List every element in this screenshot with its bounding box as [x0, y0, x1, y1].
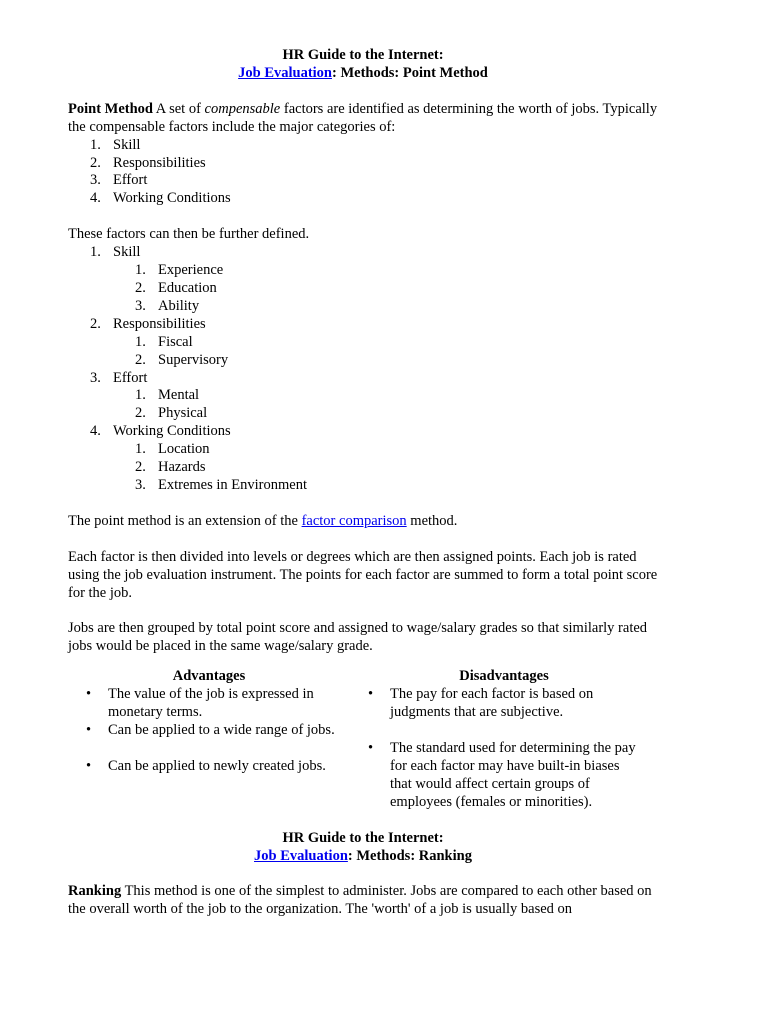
list-item: 2. Responsibilities 1. Fiscal 2. Supervisory [68, 316, 658, 370]
factor-definitions-list [68, 244, 658, 495]
sub-list-item: 2. Hazards [135, 459, 206, 476]
ranking-paragraph: Ranking This method is one of the simplest to administer. Jobs are compared to each other based on the overall worth of the job to the organization. The 'worth' of a job is usually based on [68, 883, 652, 918]
list-item: • The standard used for determining the pay for each factor may have built-in biases that would affect certain groups of employees (females or minorities). [368, 740, 636, 810]
list-item: 2. Responsibilities [90, 154, 206, 171]
sub-list [113, 387, 658, 423]
list-item: • Can be applied to newly created jobs. [86, 757, 326, 774]
list-item: • The value of the job is expressed in monetary terms. [86, 686, 314, 721]
levels-paragraph: Each factor is then divided into levels or degrees which are then assigned points. Each job is rated using the job evaluation instrument. The points for each factor are summed to form a total point score for the job. [68, 548, 658, 601]
sub-list-item: 3. Extremes in Environment [135, 476, 307, 493]
disadvantages-list [350, 686, 658, 811]
sub-list-item: 1. Location [135, 441, 210, 458]
list-item: 3. Effort [90, 172, 148, 189]
sub-list-item: 2. Physical [135, 405, 208, 422]
list-item: 1. Skill [90, 136, 141, 153]
pros-cons-table [68, 668, 658, 811]
sub-list-item: 3. Ability [135, 297, 200, 314]
sub-list-item: 2. Supervisory [135, 351, 229, 368]
list-item: • The pay for each factor is based on judgments that are subjective. [368, 686, 594, 721]
sub-list [113, 441, 658, 495]
sub-list-item: 1. Experience [135, 262, 224, 279]
bullet-icon: • [86, 722, 92, 738]
advantages-heading: Advantages [172, 668, 246, 685]
bullet-icon: • [86, 757, 92, 774]
header-title: HR Guide to the Internet: [282, 47, 444, 63]
advantages-list [68, 686, 350, 776]
list-item: 3. Effort 1. Mental 2. Physical [68, 370, 658, 424]
disadvantages-heading: Disadvantages [459, 668, 549, 685]
further-defined-intro: These factors can then be further defined. [68, 226, 310, 243]
header-title: HR Guide to the Internet: [282, 829, 444, 846]
advantages-cell [68, 686, 350, 811]
list-item: 4. Working Conditions [90, 190, 231, 207]
point-method-term: Point Method [68, 100, 153, 117]
bullet-icon: • [86, 686, 92, 703]
point-method-paragraph: Point Method A set of compensable factors are identified as determining the worth of jobs. Typically the compensable factors include the major categories of: [68, 100, 658, 135]
bullet-icon: • [368, 686, 374, 703]
sub-list-item: 1. Mental [135, 387, 200, 404]
section-header-ranking [68, 830, 658, 866]
list-item: • Can be applied to a wide range of jobs. [86, 722, 335, 738]
job-evaluation-link[interactable]: Job Evaluation [254, 847, 348, 864]
list-item: 4. Working Conditions 1. Location 2. Hazards 3. Extremes in Environment [68, 423, 658, 495]
compensable-factors-list [68, 137, 658, 209]
grouped-paragraph: Jobs are then grouped by total point score and assigned to wage/salary grades so that similarly rated jobs would be placed in the same wage/salary grade. [68, 620, 648, 655]
document-content [68, 47, 658, 919]
compensable-term: compensable [204, 100, 281, 117]
header-subtitle [68, 65, 658, 83]
factor-comparison-link[interactable]: factor comparison [301, 512, 407, 529]
sub-list-item: 1. Fiscal [135, 333, 193, 350]
header-rest: : Methods: Point Method [332, 64, 488, 81]
disadvantages-cell [350, 686, 658, 811]
section-header-point-method [68, 47, 658, 83]
job-evaluation-link[interactable]: Job Evaluation [238, 64, 332, 81]
ranking-term: Ranking [68, 883, 122, 900]
header-rest: : Methods: Ranking [347, 847, 472, 864]
sub-list [113, 334, 658, 370]
sub-list [113, 262, 658, 316]
list-item: 1. Skill 1. Experience 2. Education 3. Ability [68, 244, 658, 316]
header-subtitle [68, 848, 658, 866]
bullet-icon: • [368, 740, 374, 756]
sub-list-item: 2. Education [135, 279, 217, 296]
extension-paragraph: The point method is an extension of the factor comparison method. [68, 512, 458, 529]
